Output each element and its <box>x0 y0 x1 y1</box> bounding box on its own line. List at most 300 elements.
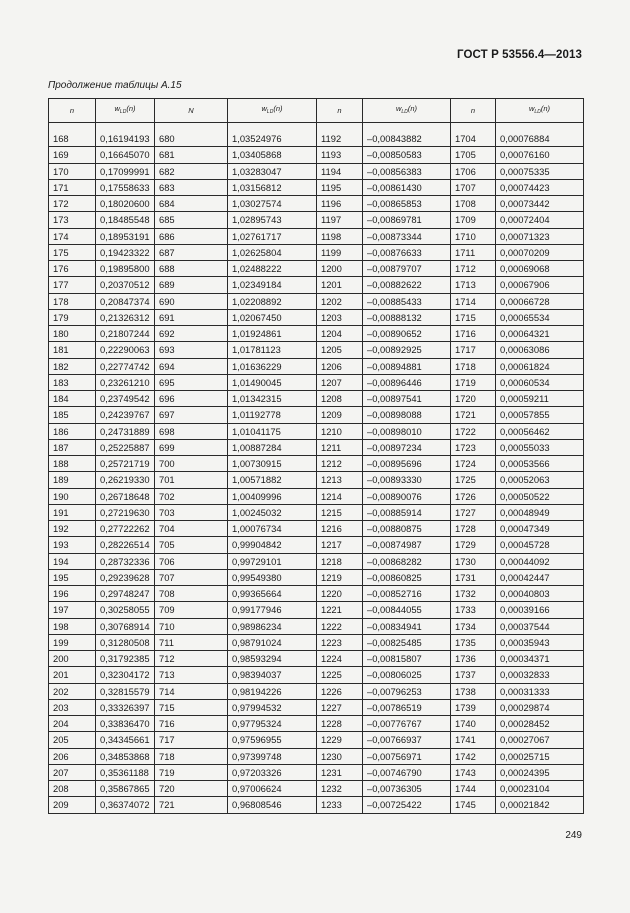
table-cell: –0,00843882 <box>363 131 451 147</box>
table-cell: 681 <box>155 147 228 163</box>
table-cell: 195 <box>49 569 96 585</box>
table-cell: 168 <box>49 131 96 147</box>
table-cell: 1,03524976 <box>228 131 317 147</box>
table-cell: 1,03027574 <box>228 196 317 212</box>
table-cell: 1710 <box>451 228 496 244</box>
table-cell: 1206 <box>317 358 363 374</box>
table-cell: 715 <box>155 699 228 715</box>
table-cell: –0,00898088 <box>363 407 451 423</box>
table-cell: 177 <box>49 277 96 293</box>
table-cell: 1,03405868 <box>228 147 317 163</box>
table-cell: 1722 <box>451 423 496 439</box>
table-cell: 1707 <box>451 179 496 195</box>
table-cell: 1205 <box>317 342 363 358</box>
table-cell: 186 <box>49 423 96 439</box>
table-cell: 1730 <box>451 553 496 569</box>
table-cell: 0,00027067 <box>496 732 584 748</box>
table-cell: 1218 <box>317 553 363 569</box>
table-cell: 0,00056462 <box>496 423 584 439</box>
table-cell: 0,00065534 <box>496 309 584 325</box>
table-row <box>49 212 584 228</box>
table-cell: 1208 <box>317 391 363 407</box>
table-cell: 0,26219330 <box>96 472 155 488</box>
table-row <box>49 309 584 325</box>
table-cell: 1734 <box>451 618 496 634</box>
table-cell: 1711 <box>451 244 496 260</box>
table-cell: 692 <box>155 326 228 342</box>
table-cell: 201 <box>49 667 96 683</box>
table-row <box>49 716 584 732</box>
table-cell: 0,17099991 <box>96 163 155 179</box>
table-cell: 0,98593294 <box>228 651 317 667</box>
table-cell: 0,25721719 <box>96 456 155 472</box>
table-row <box>49 488 584 504</box>
table-cell: 0,26718648 <box>96 488 155 504</box>
table-cell: 0,19423322 <box>96 244 155 260</box>
table-cell: 1744 <box>451 781 496 797</box>
table-cell: 1212 <box>317 456 363 472</box>
table-cell: 199 <box>49 634 96 650</box>
table-cell: 0,00059211 <box>496 391 584 407</box>
table-row <box>49 618 584 634</box>
table-row <box>49 537 584 553</box>
table-cell: 1211 <box>317 439 363 455</box>
table-cell: –0,00856383 <box>363 163 451 179</box>
table-cell: 707 <box>155 569 228 585</box>
table-cell: 0,97795324 <box>228 716 317 732</box>
table-caption: Продолжение таблицы А.15 <box>48 80 182 91</box>
table-cell: 189 <box>49 472 96 488</box>
table-cell: 696 <box>155 391 228 407</box>
table-cell: 0,97399748 <box>228 748 317 764</box>
table-cell: 1216 <box>317 521 363 537</box>
table-cell: 183 <box>49 374 96 390</box>
table-cell: 1740 <box>451 716 496 732</box>
column-header: $w_{LD}(n)$ <box>363 99 451 123</box>
table-cell: 0,34853868 <box>96 748 155 764</box>
table-cell: 208 <box>49 781 96 797</box>
table-cell: 0,98791024 <box>228 634 317 650</box>
table-cell: 1733 <box>451 602 496 618</box>
table-cell: 1,02625804 <box>228 244 317 260</box>
table-cell: 0,31792385 <box>96 651 155 667</box>
table-cell: 187 <box>49 439 96 455</box>
table-cell: 1723 <box>451 439 496 455</box>
table-row <box>49 391 584 407</box>
table-cell: 1230 <box>317 748 363 764</box>
column-header: $w_{LD}(n)$ <box>496 99 584 123</box>
table-cell: 718 <box>155 748 228 764</box>
table-cell: 1195 <box>317 179 363 195</box>
table-cell: 1715 <box>451 309 496 325</box>
table-cell: 0,00063086 <box>496 342 584 358</box>
table-cell: 683 <box>155 179 228 195</box>
table-cell: 206 <box>49 748 96 764</box>
table-cell: 1704 <box>451 131 496 147</box>
table-row <box>49 553 584 569</box>
table-cell: –0,00850583 <box>363 147 451 163</box>
table-cell: 1,00730915 <box>228 456 317 472</box>
table-cell: 714 <box>155 683 228 699</box>
table-cell: 719 <box>155 764 228 780</box>
table-cell: 0,00042447 <box>496 569 584 585</box>
table-cell: 1736 <box>451 651 496 667</box>
table-row <box>49 732 584 748</box>
table-cell: 1232 <box>317 781 363 797</box>
table-row <box>49 439 584 455</box>
table-cell: 1,00887284 <box>228 439 317 455</box>
table-cell: 1,01490045 <box>228 374 317 390</box>
table-cell: 196 <box>49 586 96 602</box>
table-cell: 1721 <box>451 407 496 423</box>
table-cell: 1720 <box>451 391 496 407</box>
table-cell: 0,17558633 <box>96 179 155 195</box>
table-cell: 0,00074423 <box>496 179 584 195</box>
table-cell: 1213 <box>317 472 363 488</box>
table-row <box>49 277 584 293</box>
table-cell: 0,32304172 <box>96 667 155 683</box>
table-cell: 703 <box>155 504 228 520</box>
table-cell: 1728 <box>451 521 496 537</box>
table-cell: 0,97006624 <box>228 781 317 797</box>
table-cell: 701 <box>155 472 228 488</box>
table-cell: 1,00571882 <box>228 472 317 488</box>
table-cell: –0,00861430 <box>363 179 451 195</box>
table-cell: 1192 <box>317 131 363 147</box>
table-cell: 0,35361188 <box>96 764 155 780</box>
table-cell: 685 <box>155 212 228 228</box>
table-spacer-row <box>49 123 584 132</box>
table-cell: 0,00055033 <box>496 439 584 455</box>
table-cell: 1201 <box>317 277 363 293</box>
table-cell: 0,18485548 <box>96 212 155 228</box>
table-cell: 0,97203326 <box>228 764 317 780</box>
table-cell: 1233 <box>317 797 363 813</box>
table-cell: 0,33836470 <box>96 716 155 732</box>
table-cell: 0,98394037 <box>228 667 317 683</box>
table-cell: –0,00890652 <box>363 326 451 342</box>
table-cell: 0,19895800 <box>96 261 155 277</box>
table-cell: 1220 <box>317 586 363 602</box>
table-cell: 708 <box>155 586 228 602</box>
table-cell: 0,00071323 <box>496 228 584 244</box>
table-cell: 1200 <box>317 261 363 277</box>
table-cell: 180 <box>49 326 96 342</box>
table-cell: 185 <box>49 407 96 423</box>
table-cell: 0,00060534 <box>496 374 584 390</box>
column-header: n <box>317 99 363 123</box>
table-cell: 0,34345661 <box>96 732 155 748</box>
table-cell: –0,00806025 <box>363 667 451 683</box>
table-cell: 1,02067450 <box>228 309 317 325</box>
table-cell: 0,00023104 <box>496 781 584 797</box>
table-cell: 198 <box>49 618 96 634</box>
table-cell: 0,30258055 <box>96 602 155 618</box>
table-cell: –0,00776767 <box>363 716 451 732</box>
table-cell: 0,29748247 <box>96 586 155 602</box>
table-cell: –0,00868282 <box>363 553 451 569</box>
table-cell: 717 <box>155 732 228 748</box>
table-row <box>49 358 584 374</box>
table-cell: 0,00045728 <box>496 537 584 553</box>
table-cell: 695 <box>155 374 228 390</box>
table-cell: 713 <box>155 667 228 683</box>
table-cell: 172 <box>49 196 96 212</box>
table-cell: 704 <box>155 521 228 537</box>
table-cell: 1,02761717 <box>228 228 317 244</box>
table-row <box>49 651 584 667</box>
table-cell: 190 <box>49 488 96 504</box>
table-cell: 182 <box>49 358 96 374</box>
table-cell: –0,00860825 <box>363 569 451 585</box>
table-cell: –0,00897234 <box>363 439 451 455</box>
table-cell: 0,00048949 <box>496 504 584 520</box>
table-row <box>49 342 584 358</box>
table-cell: 0,00050522 <box>496 488 584 504</box>
table-cell: 0,00032833 <box>496 667 584 683</box>
table-cell: 0,00028452 <box>496 716 584 732</box>
table-cell: 0,98194226 <box>228 683 317 699</box>
table-cell: 0,99729101 <box>228 553 317 569</box>
table-cell: 1202 <box>317 293 363 309</box>
table-cell: –0,00876633 <box>363 244 451 260</box>
table-cell: 0,00037544 <box>496 618 584 634</box>
table-cell: 1204 <box>317 326 363 342</box>
table-cell: 710 <box>155 618 228 634</box>
table-cell: 0,36374072 <box>96 797 155 813</box>
table-cell: 0,24239767 <box>96 407 155 423</box>
table-cell: 0,20847374 <box>96 293 155 309</box>
table-cell: –0,00766937 <box>363 732 451 748</box>
table-cell: 1712 <box>451 261 496 277</box>
table-cell: 0,00035943 <box>496 634 584 650</box>
table-cell: 0,00031333 <box>496 683 584 699</box>
table-cell: 0,31280508 <box>96 634 155 650</box>
table-cell: –0,00725422 <box>363 797 451 813</box>
table-row <box>49 472 584 488</box>
table-cell: 1227 <box>317 699 363 715</box>
table-cell: 1727 <box>451 504 496 520</box>
table-cell: –0,00880875 <box>363 521 451 537</box>
table-row <box>49 179 584 195</box>
table-cell: 203 <box>49 699 96 715</box>
table-header-row <box>49 99 584 123</box>
table-cell: 1709 <box>451 212 496 228</box>
table-row <box>49 504 584 520</box>
table-row <box>49 634 584 650</box>
table-cell: 0,00070209 <box>496 244 584 260</box>
table-cell: –0,00896446 <box>363 374 451 390</box>
table-cell: 197 <box>49 602 96 618</box>
table-cell: 1217 <box>317 537 363 553</box>
table-cell: 193 <box>49 537 96 553</box>
table-cell: 1197 <box>317 212 363 228</box>
table-cell: 0,00040803 <box>496 586 584 602</box>
table-cell: 0,00025715 <box>496 748 584 764</box>
table-cell: 689 <box>155 277 228 293</box>
table-cell: 0,00073442 <box>496 196 584 212</box>
table-cell: –0,00882622 <box>363 277 451 293</box>
table-cell: 694 <box>155 358 228 374</box>
table-cell: 1726 <box>451 488 496 504</box>
table-cell: 1228 <box>317 716 363 732</box>
table-cell: 0,00053566 <box>496 456 584 472</box>
table-cell: 684 <box>155 196 228 212</box>
table-cell: 0,99904842 <box>228 537 317 553</box>
table-cell: 204 <box>49 716 96 732</box>
table-cell: 700 <box>155 456 228 472</box>
table-cell: –0,00898010 <box>363 423 451 439</box>
table-cell: 192 <box>49 521 96 537</box>
table-row <box>49 781 584 797</box>
table-cell: 1219 <box>317 569 363 585</box>
table-cell: 1226 <box>317 683 363 699</box>
table-cell: 0,25225887 <box>96 439 155 455</box>
table-cell: 0,23261210 <box>96 374 155 390</box>
table-cell: 1,01342315 <box>228 391 317 407</box>
table-row <box>49 521 584 537</box>
table-cell: 0,35867865 <box>96 781 155 797</box>
page-number: 249 <box>565 830 582 841</box>
table-row <box>49 586 584 602</box>
table-cell: –0,00879707 <box>363 261 451 277</box>
table-row <box>49 407 584 423</box>
table-cell: 686 <box>155 228 228 244</box>
table-cell: –0,00815807 <box>363 651 451 667</box>
table-cell: –0,00892925 <box>363 342 451 358</box>
table-cell: 1215 <box>317 504 363 520</box>
table-cell: 0,00034371 <box>496 651 584 667</box>
table-cell: 1193 <box>317 147 363 163</box>
table-cell: 0,00075335 <box>496 163 584 179</box>
column-header: N <box>155 99 228 123</box>
table-cell: 1224 <box>317 651 363 667</box>
table-cell: 184 <box>49 391 96 407</box>
table-cell: 1,01636229 <box>228 358 317 374</box>
table-cell: 170 <box>49 163 96 179</box>
table-cell: 1,00409996 <box>228 488 317 504</box>
table-cell: –0,00852716 <box>363 586 451 602</box>
table-row <box>49 228 584 244</box>
table-cell: 0,18953191 <box>96 228 155 244</box>
table-cell: 202 <box>49 683 96 699</box>
table-cell: 711 <box>155 634 228 650</box>
table-cell: 687 <box>155 244 228 260</box>
table-cell: 1745 <box>451 797 496 813</box>
table-cell: 0,00076160 <box>496 147 584 163</box>
table-cell: 0,33326397 <box>96 699 155 715</box>
column-header: n <box>49 99 96 123</box>
table-cell: 209 <box>49 797 96 813</box>
table-cell: 1209 <box>317 407 363 423</box>
table-row <box>49 456 584 472</box>
table-cell: 0,16194193 <box>96 131 155 147</box>
table-cell: 1743 <box>451 764 496 780</box>
table-row <box>49 797 584 813</box>
table-cell: 0,00039166 <box>496 602 584 618</box>
table-cell: 1,01041175 <box>228 423 317 439</box>
table-cell: 688 <box>155 261 228 277</box>
table-cell: 1,03283047 <box>228 163 317 179</box>
table-cell: 0,22290063 <box>96 342 155 358</box>
table-cell: 1735 <box>451 634 496 650</box>
table-cell: 0,24731889 <box>96 423 155 439</box>
table-row <box>49 569 584 585</box>
table-cell: 1,01924861 <box>228 326 317 342</box>
table-cell: 171 <box>49 179 96 195</box>
table-cell: 1718 <box>451 358 496 374</box>
table-cell: 1231 <box>317 764 363 780</box>
table-row <box>49 764 584 780</box>
table-cell: 1203 <box>317 309 363 325</box>
table-cell: 691 <box>155 309 228 325</box>
table-cell: –0,00786519 <box>363 699 451 715</box>
table-cell: 1724 <box>451 456 496 472</box>
table-row <box>49 147 584 163</box>
table-cell: 0,00057855 <box>496 407 584 423</box>
table-cell: 698 <box>155 423 228 439</box>
table-cell: –0,00844055 <box>363 602 451 618</box>
table-cell: 0,22774742 <box>96 358 155 374</box>
table-cell: 0,27722262 <box>96 521 155 537</box>
table-cell: 1,02895743 <box>228 212 317 228</box>
table-cell: 0,21807244 <box>96 326 155 342</box>
table-cell: 1725 <box>451 472 496 488</box>
table-cell: 1705 <box>451 147 496 163</box>
table-cell: 0,16645070 <box>96 147 155 163</box>
table-cell: –0,00736305 <box>363 781 451 797</box>
table-cell: –0,00873344 <box>363 228 451 244</box>
table-cell: 0,32815579 <box>96 683 155 699</box>
table-cell: 1,00245032 <box>228 504 317 520</box>
table-cell: 1,02349184 <box>228 277 317 293</box>
table-cell: 191 <box>49 504 96 520</box>
table-cell: 1196 <box>317 196 363 212</box>
table-cell: –0,00890076 <box>363 488 451 504</box>
table-cell: 0,00061824 <box>496 358 584 374</box>
table-cell: 194 <box>49 553 96 569</box>
table-row <box>49 667 584 683</box>
table-cell: 1207 <box>317 374 363 390</box>
table-cell: 200 <box>49 651 96 667</box>
table-cell: 0,18020600 <box>96 196 155 212</box>
table-cell: 175 <box>49 244 96 260</box>
table-cell: 0,00066728 <box>496 293 584 309</box>
table-cell: 207 <box>49 764 96 780</box>
column-header: n <box>451 99 496 123</box>
table-cell: 693 <box>155 342 228 358</box>
column-header: $w_{LD}(n)$ <box>228 99 317 123</box>
table-cell: 721 <box>155 797 228 813</box>
table-cell: 1716 <box>451 326 496 342</box>
table-cell: 702 <box>155 488 228 504</box>
table-cell: 169 <box>49 147 96 163</box>
table-cell: 699 <box>155 439 228 455</box>
table-cell: 1719 <box>451 374 496 390</box>
table-cell: –0,00834941 <box>363 618 451 634</box>
table-cell: 205 <box>49 732 96 748</box>
table-row <box>49 374 584 390</box>
table-cell: 0,28226514 <box>96 537 155 553</box>
table-cell: –0,00756971 <box>363 748 451 764</box>
table-cell: 1225 <box>317 667 363 683</box>
table-cell: –0,00865853 <box>363 196 451 212</box>
table-cell: 1221 <box>317 602 363 618</box>
table-cell: 0,29239628 <box>96 569 155 585</box>
table-cell: 1198 <box>317 228 363 244</box>
table-cell: –0,00885914 <box>363 504 451 520</box>
table-row <box>49 683 584 699</box>
